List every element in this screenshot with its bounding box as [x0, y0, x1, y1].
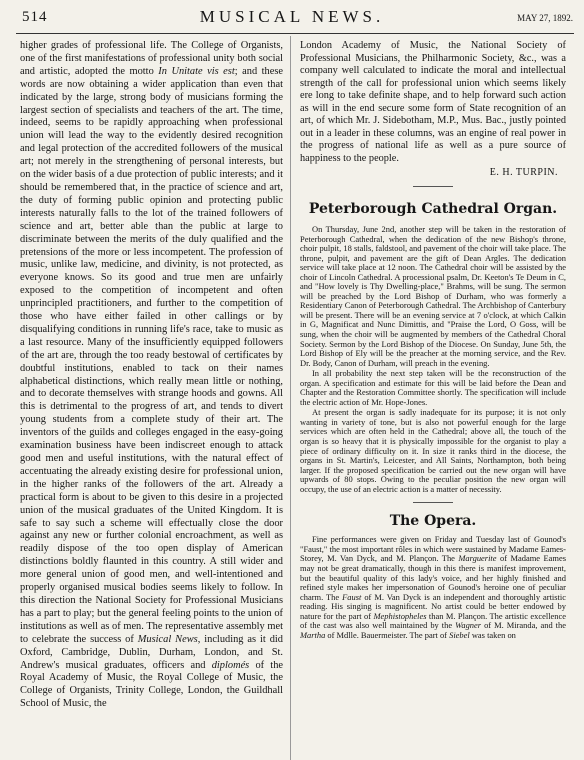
organ-paragraph: At present the organ is sadly inadequate for its purpose; it is not only wanting in variety of tone, but is also not powerful enough for the large services which are often held in the Cathedral; above all, the touch of the organ is so heavy that it is physically impossible for the organist to play a piece of ordinary difficulty on it. In size it ranks third in the diocese, the organs in St. Martin's, Leicester, and All Saints, Northampton, both being larger. If the proposed specification be carried out the new organ will have upwards of 80 stops. Owing to the peculiar position the new organ will occupy, the use of an electric action is a matter of necessity.	[300, 407, 566, 494]
section-rule	[413, 186, 453, 187]
section-heading-organ: Peterborough Cathedral Organ.	[308, 201, 558, 217]
author-signature: E. H. TURPIN.	[489, 167, 558, 178]
article-continuation: London Academy of Music, the National Society of Professional Musicians, the Philharmonic Society, &c., was a company well calculated to indicate the moral and intellectual strength of the call for professional union which seems likely ere long to take definite shape, and to help forward such action as will in the end secure some form of State recognition of an art, of which Mr. J. Sidebotham, M.P., Mus. Bac., justly pointed out in a leader in these columns, was an engine of real power in the progress of national life as well as a pure source of happiness to the people.	[300, 40, 566, 164]
diplomes-italic: diplomés	[211, 659, 250, 671]
left-column	[20, 40, 283, 756]
issue-date: MAY 27, 1892.	[517, 13, 573, 23]
organ-paragraph: On Thursday, June 2nd, another step will be taken in the restoration of Peterborough Cathedral, when the dedication of the new Bishop's throne, choir pulpit, 18 stalls, faldstool, and pavement of the choir will take place. The throne, pulpit, and pavement are the gift of Dean Argles. The dedication service will take place at 12 noon. The Cathedral choir will be assisted by the choir of Lincoln Cathedral. A processional psalm, Dr. Keeton's Te Deum in C, and "How lovely is Thy Dwelling-place," Brahms, will be sung. The sermon will be preached by the Lord Bishop of Durham, who was formerly a Residentiary Canon of Peterborough Cathedral. The Archbishop of Canterbury will be present. There will be an evening service at 7 o'clock, at which Calkin in G, Magnificat and Nunc Dimittis, and "Praise the Lord, O Goss, will be sung, when the choir will be augmented by members of the Cathedral Choral Society. Sermon by the Lord Bishop of the Diocese. On Sunday, June 5th, the Lord Bishop of Ely will be the preacher at the morning service, and the Rev. Dr. Body, Canon of Durham, will preach in the evening.	[300, 224, 566, 368]
motto-italic: In Unitate vis est	[158, 65, 235, 77]
section-heading-opera: The Opera.	[389, 513, 477, 530]
masthead-title: MUSICAL NEWS.	[199, 7, 385, 26]
opera-paragraph: Fine performances were given on Friday and Tuesday last of Gounod's "Faust," the most important rôles in which were sustained by Madame Eames-Storey, M. Van Dyck, and M. Plançon. The Marguerite of Madame Eames may not be great dramatically, though in this there is manifest improvement, but the beautiful quality of this lady's voice, and her highly finished and refined style makes her impersonation of Gounod's heroine one of peculiar charm. The Faust of M. Van Dyck is an independent and thoroughly artistic reading. His singing is magnificent. No artist could be better endowed by nature for the part of Mephistopheles than M. Plançon. The artistic excellence of the cast was also well maintained by the Wagner of M. Miranda, and the Martha of Mdlle. Bauermeister. The part of Siebel was taken on	[300, 534, 566, 640]
section-rule	[413, 502, 453, 503]
column-divider	[290, 36, 291, 760]
organ-paragraph: In all probability the next step taken will be the reconstruction of the organ. A specification and estimate for this will be laid before the Dean and Chapter and the Restoration Committee shortly. The specification will include the electric action of Mr. Hope-Jones.	[300, 368, 566, 407]
right-column	[300, 40, 566, 756]
header-rule	[16, 33, 574, 34]
article-body-left: higher grades of professional life. The College of Organists, one of the first manifestations of professional unity both social and artistic, adopted the motto In Unitate vis est; and these words are now obtaining a wider application than even that indicated by the large, strong body of musicians forming the largest section of specialists and teachers of the art. The time, indeed, seems to be rapidly approaching when professional union will lead the way to the evidently desired recognition and legal protection of the accredited followers of the musical art; not merely in the strengthening of personal interests, but on the wider basis of a due protection of public interests; and it should be remembered that, in the practice of science and art, the duty of forming public opinion and protecting public interests naturally falls to the lot of the trained followers of science and art, better able than the public at large to discriminate between the merits of the duly qualified and the pretensions of the more or less incompetent. The profession of music, unlike law, medicine, and divinity, is not protected, as everyone knows. So its good and true men are unfairly exposed to the competition of incompetent and often unprincipled practitioners, and further to the competition of those who have either failed in other callings or by disqualifying conditions in running life's race, take to music as a last resource. Many of the insufficiently equipped followers of the art are, through the too ready bestowal of certificates by doubtful institutions, enabled to tack on their names alphabetical distinctions, which really mean little or nothing, and to decorate themselves with strange hoods and gowns. All this is detrimental to the progress of art, and tends to divert young students from a complete study of their art. The inventors of the guilds and colleges engaged in the easy-going examination business have been indiscreet enough to attack good men and useful institutions, with the natural effect of accentuating the already existing desire for professional union, in the higher ranks of the followers of the art. Already a practical form is about to be given to this desire in a projected union of the musical graduates of the United Kingdom. It is safe to say such a scheme will effectually close the door against any new or further colonial encroachment, as well as readily dispose of the too open display of American distinctions boldly flaunted in this country. A still wider and more general union of good men, and well-intentioned and properly organised musical bodies seems likely to follow. In this direction the National Society for Professional Musicians has a part to play; but the general feeling points to the union of institutions as well as of men. The representative assembly met to celebrate the success of Musical News, including as it did Oxford, Cambridge, Dublin, Durham, London, and St. Andrew's musical graduates, officers and diplomés of the Royal Academy of Music, the Royal College of Music, the College of Organists, Trinity College, London, the Guildhall School of Music, the	[20, 40, 283, 710]
publication-name-italic: Musical News	[137, 633, 198, 645]
page-header	[0, 0, 584, 36]
page-number: 514	[22, 9, 48, 25]
